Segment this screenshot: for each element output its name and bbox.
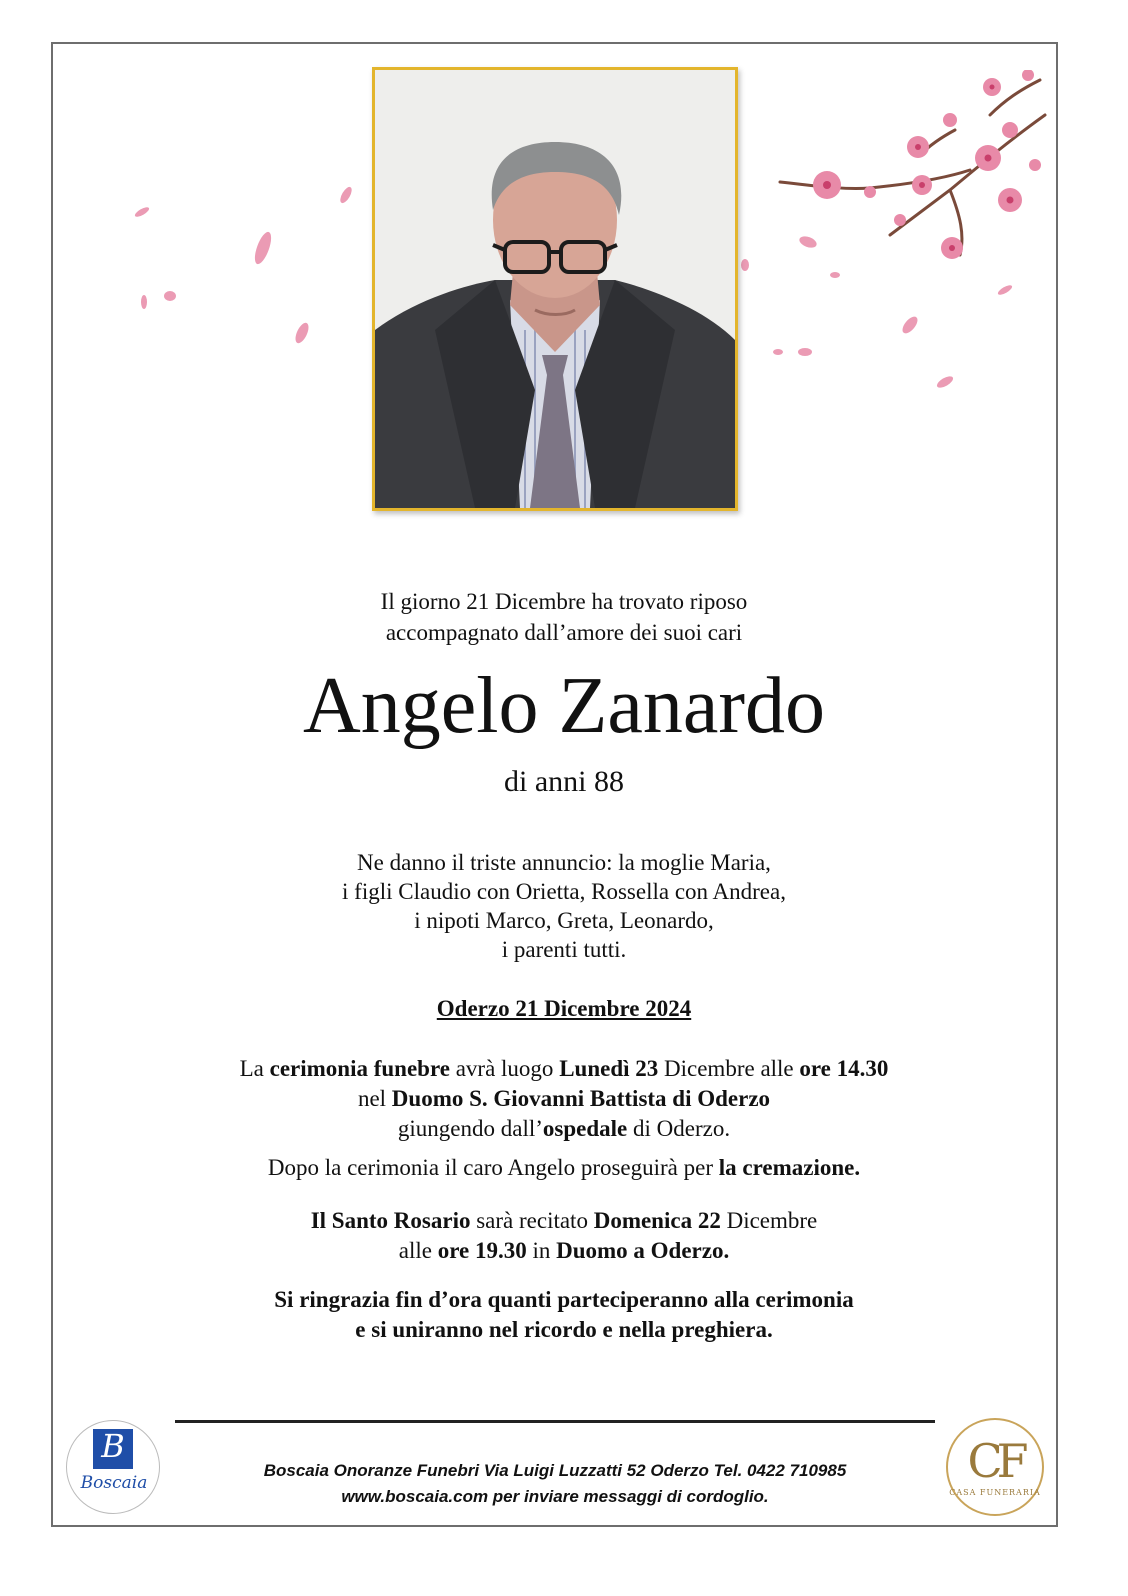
ceremony-line-2 bbox=[0, 1084, 1128, 1114]
text-segment: La bbox=[239, 1056, 270, 1081]
text-segment-bold: cerimonia funebre bbox=[269, 1056, 450, 1081]
text-segment: sarà recitato bbox=[470, 1208, 594, 1233]
casa-funeraria-logo bbox=[946, 1418, 1044, 1516]
cremation-note bbox=[0, 1153, 1128, 1183]
boscaia-logo bbox=[66, 1420, 160, 1514]
ceremony-line-3 bbox=[0, 1114, 1128, 1144]
text-segment: Dicembre bbox=[720, 1208, 818, 1233]
text-segment-bold: Lunedì 23 bbox=[559, 1056, 659, 1081]
family-line-3: i nipoti Marco, Greta, Leonardo, bbox=[414, 908, 714, 933]
text-segment: Dicembre alle bbox=[658, 1056, 800, 1081]
footer-address: Boscaia Onoranze Funebri Via Luigi Luzzatti 52 Oderzo Tel. 0422 710985 bbox=[263, 1461, 847, 1480]
family-announcement bbox=[0, 848, 1128, 964]
text-segment: alle bbox=[398, 1238, 438, 1263]
thanks-message bbox=[0, 1285, 1128, 1345]
text-segment: Dopo la cerimonia il caro Angelo proseguirà per bbox=[267, 1155, 719, 1180]
thanks-line-2: e si uniranno nel ricordo e nella preghiera. bbox=[355, 1317, 773, 1342]
family-line-4: i parenti tutti. bbox=[501, 937, 627, 962]
footer-website[interactable]: www.boscaia.com per inviare messaggi di cordoglio. bbox=[341, 1487, 769, 1506]
text-segment-bold: Il Santo Rosario bbox=[310, 1208, 471, 1233]
ceremony-details bbox=[0, 1054, 1128, 1144]
intro-text bbox=[0, 586, 1128, 648]
boscaia-logo-letter: B bbox=[101, 1427, 125, 1465]
rosary-line-2 bbox=[0, 1236, 1128, 1266]
text-segment: in bbox=[526, 1238, 557, 1263]
deceased-name: Angelo Zanardo bbox=[302, 662, 826, 750]
text-segment-bold: ospedale bbox=[542, 1116, 628, 1141]
text-segment-bold: Duomo S. Giovanni Battista di Oderzo bbox=[391, 1086, 771, 1111]
thanks-line-1: Si ringrazia fin d’ora quanti parteciperanno alla cerimonia bbox=[274, 1287, 854, 1312]
casa-funeraria-subtitle: CASA FUNERARIA bbox=[949, 1488, 1041, 1497]
deceased-age: di anni 88 bbox=[504, 765, 624, 798]
family-line-1: Ne danno il triste annuncio: la moglie Maria, bbox=[357, 850, 771, 875]
ceremony-line-1 bbox=[0, 1054, 1128, 1084]
place-and-date: Oderzo 21 Dicembre 2024 bbox=[436, 996, 692, 1021]
text-segment-bold: Domenica 22 bbox=[593, 1208, 721, 1233]
rosary-line-1 bbox=[0, 1206, 1128, 1236]
text-segment: nel bbox=[357, 1086, 392, 1111]
text-segment-bold: Duomo a Oderzo. bbox=[556, 1238, 730, 1263]
boscaia-logo-word: Boscaia bbox=[80, 1473, 148, 1493]
text-segment-bold: ore 19.30 bbox=[437, 1238, 527, 1263]
falling-petals-left bbox=[130, 180, 360, 360]
text-segment-bold: ore 14.30 bbox=[799, 1056, 889, 1081]
footer-divider bbox=[175, 1420, 935, 1423]
rosary-details bbox=[0, 1206, 1128, 1266]
family-line-2: i figli Claudio con Orietta, Rossella con Andrea, bbox=[342, 879, 786, 904]
intro-line-1: Il giorno 21 Dicembre ha trovato riposo bbox=[380, 589, 748, 614]
text-segment: di Oderzo. bbox=[627, 1116, 731, 1141]
text-segment: giungendo dall’ bbox=[397, 1116, 543, 1141]
casa-funeraria-monogram: CF bbox=[967, 1434, 1023, 1488]
portrait-photo bbox=[372, 67, 738, 511]
text-segment: avrà luogo bbox=[449, 1056, 560, 1081]
intro-line-2: accompagnato dall’amore dei suoi cari bbox=[385, 620, 743, 645]
text-segment-bold: la cremazione. bbox=[718, 1155, 861, 1180]
falling-petals-right bbox=[740, 220, 1040, 400]
